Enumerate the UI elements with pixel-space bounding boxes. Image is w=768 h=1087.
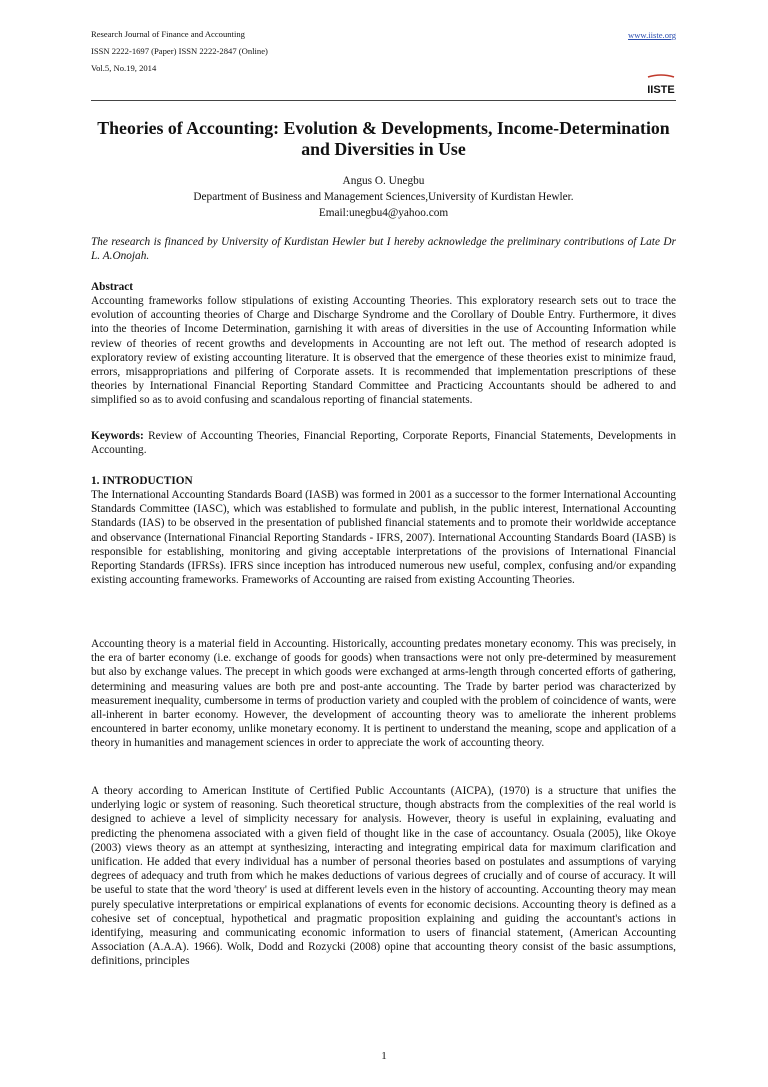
logo-text: IISTE [647,84,675,96]
author-name: Angus O. Unegbu [342,175,425,187]
intro-paragraph-3: A theory according to American Institute of Certified Public Accountants (AICPA), (1970) is a structure that unifies the underlying logic or system of reasoning. Such theoretical structure, though abstracts from the complexities of the real world is designed to achieve a level of simplicity necessary for analysis. However, theory is useful in explaining, evaluating and predicting the phenomena associated with a given field of thought like in the case of accountancy. Osuala (2005), like Okoye (2003) views theory as an attempt at synthesizing, interacting and integrating empirical data for maximum clarification and unification. He added that every individual has a number of personal theories based on postulates and assumptions of varying degrees of adequacy and truth from which he makes deductions of various degrees of crucially and of course of accuracy. It will be useful to state that the word 'theory' is used at different levels even in the history of accounting. Accounting theory may mean purely speculative interpretations or empirical explanations of events for economic decisions. Accounting theory is defined as a cohesive set of conceptual, hypothetical and pragmatic proposition explaining and guiding the accountant's actions in identifying, measuring and communicating economic information to users of financial statement, (American Accounting Association (A.A.A). 1966). Wolk, Dodd and Rozycki (2008) opine that accounting theory consist of the basic assumptions, definitions, principles [91,785,676,968]
journal-name: Research Journal of Finance and Accounting [91,29,245,39]
intro-paragraph-2: Accounting theory is a material field in Accounting. Historically, accounting predates monetary economy. This was precisely, in the era of barter economy (i.e. exchange of goods for goods) when transactions were not only pre-determined by measurement but also by exchange values. The precept in which goods were exchanged at arms-length through concerted efforts of gathering, determining and measuring values are both pre and post-ante accounting. The Trade by barter period was characterized by measurement inequality, cumbersome in terms of production variety and coupled with the problem of coincidence of wants, were all-inherent in barter economy. However, the development of accounting theory was to ameliorate the inherent problems encountered in barter economy, unlike monetary economy. It is pertinent to understand the meaning, scope and application of a theory in humanities and management sciences in order to appreciate the work of accounting theory. [91,638,676,750]
iiste-logo [646,74,676,96]
introduction-heading: 1. INTRODUCTION [91,475,193,487]
issn-line: ISSN 2222-1697 (Paper) ISSN 2222-2847 (Online) [91,46,268,56]
keywords [91,429,676,457]
page-number: 1 [381,1050,387,1062]
author-email: Email:unegbu4@yahoo.com [318,207,449,219]
keywords-label: Keywords: [91,430,144,442]
header-divider [91,100,676,101]
author-affiliation: Department of Business and Management Sciences,University of Kurdistan Hewler. [193,191,574,203]
journal-url-link[interactable]: www.iiste.org [628,30,676,40]
acknowledgement: The research is financed by University of Kurdistan Hewler but I hereby acknowledge the preliminary contributions of Late Dr L. A.Onojah. [91,236,676,263]
keywords-text: Review of Accounting Theories, Financial Reporting, Corporate Reports, Financial Statements, Developments in Accounting. [91,430,676,457]
paper-title: Theories of Accounting: Evolution & Developments, Income-Determination and Diversities in Use [97,118,670,159]
volume-line: Vol.5, No.19, 2014 [91,63,157,73]
abstract-text: Accounting frameworks follow stipulations of existing Accounting Theories. This exploratory research sets out to trace the evolution of accounting theories of Charge and Discharge Syndrome and the Corollary of Double Entry. Furthermore, it dives into the theories of Income Determination, garnishing it with areas of diversities in the use of Accounting Information while review of theories of recent growths and developments in Accounting are not left out. The method of research adopted is exploratory review of existing accounting literature. It is observed that the emergence of these theories exist to minimize fraud, errors, misappropriations and pilfering of Corporate assets. It is recommended that implementation prescriptions of these theories by International Financial Reporting Standard Committee and Practicing Accountants should be adhered to and simplified so as to avoid confusing and scandalous reporting of financial statements. [91,295,676,407]
intro-paragraph-1: The International Accounting Standards Board (IASB) was formed in 2001 as a successor to the former International Accounting Standards Committee (IASC), which was established to formulate and publish, in the public interest, International Accounting Standards (IAS) to be observed in the presentation of published financial statements and to promote their worldwide acceptance and observance (International Financial Reporting Standards - IFRS, 2007). International Accounting Standards Board (IASB) is responsible for establishing, monitoring and giving acceptable interpretations of the provisions of International Financial Reporting Standards (IFRSs). IFRS since inception has introduced numerous new useful, complex, confusing and/or expanding existing accounting frameworks. Frameworks of Accounting are raised from existing Accounting Theories. [91,489,676,587]
abstract-heading: Abstract [91,281,134,293]
